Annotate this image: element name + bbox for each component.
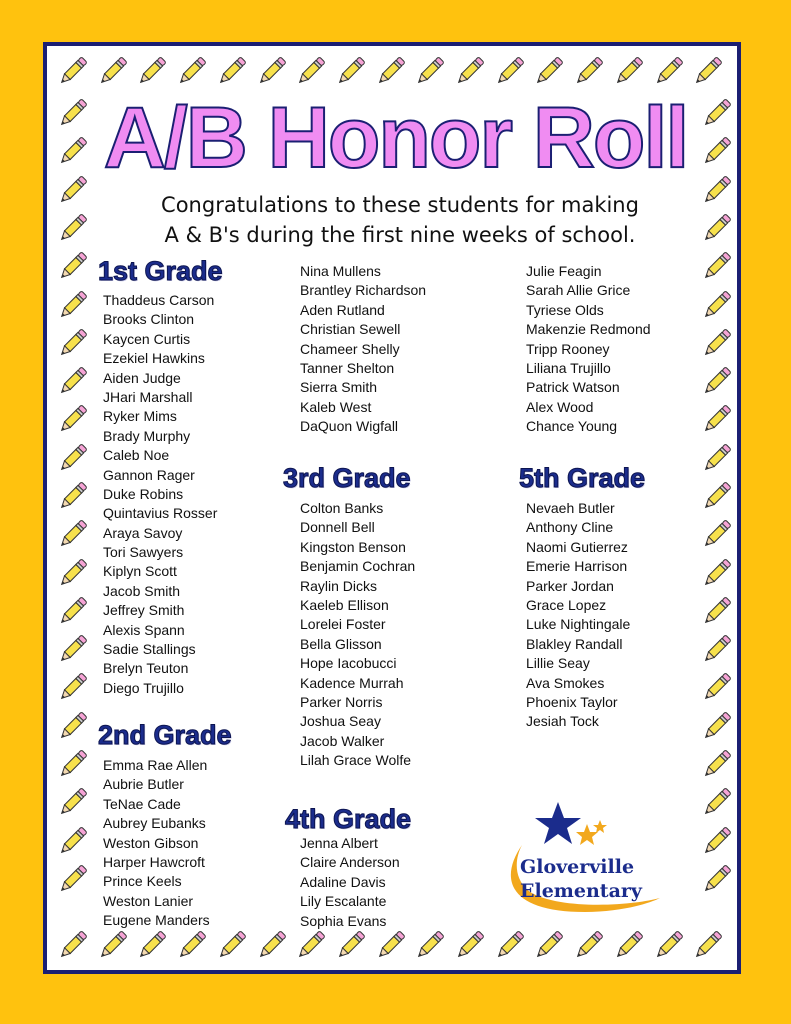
- pencil-icon: [700, 709, 734, 743]
- pencil-icon: [453, 54, 487, 88]
- student-name: Hope Iacobucci: [300, 655, 397, 672]
- pencil-icon: [135, 54, 169, 88]
- pencil-icon: [255, 928, 289, 962]
- student-name: Quintavius Rosser: [103, 505, 218, 522]
- student-name: Tripp Rooney: [526, 340, 610, 357]
- pencil-icon: [413, 928, 447, 962]
- student-name: Thaddeus Carson: [103, 292, 215, 308]
- pencil-icon: [96, 54, 130, 88]
- student-name: Kaeleb Ellison: [300, 596, 389, 613]
- pencil-icon: [56, 364, 90, 398]
- subtitle-line-2: A & B's during the first nine weeks of school.: [164, 223, 636, 247]
- student-name: Alex Wood: [526, 398, 594, 415]
- student-name: Julie Feagin: [526, 263, 602, 279]
- student-name: Sierra Smith: [300, 379, 378, 396]
- school-logo: [500, 800, 670, 920]
- student-name: Eugene Manders: [103, 912, 210, 929]
- student-name: Kingston Benson: [300, 538, 406, 555]
- student-name: Joshua Seay: [300, 713, 381, 730]
- student-name: Sadie Stallings: [103, 641, 196, 658]
- student-name: Benjamin Cochran: [300, 558, 416, 575]
- student-name: Claire Anderson: [300, 854, 400, 871]
- pencil-icon: [700, 632, 734, 666]
- student-name: Bella Glisson: [300, 635, 382, 652]
- pencil-icon: [413, 54, 447, 88]
- student-name: Tanner Shelton: [300, 359, 395, 376]
- star-icon-tiny: [593, 820, 607, 833]
- pencil-icon: [56, 709, 90, 743]
- student-name: Parker Jordan: [526, 577, 614, 594]
- student-name: Luke Nightingale: [526, 616, 631, 633]
- student-name: Ava Smokes: [526, 674, 605, 691]
- student-name: Emma Rae Allen: [103, 757, 208, 773]
- student-name: Lily Escalante: [300, 893, 387, 910]
- pencil-icon: [56, 479, 90, 513]
- student-name: Patrick Watson: [526, 379, 620, 396]
- logo-line-2: Elementary: [520, 880, 642, 902]
- student-name: Adaline Davis: [300, 873, 386, 890]
- pencil-icon: [374, 54, 408, 88]
- pencil-icon: [56, 785, 90, 819]
- pencil-icon: [135, 928, 169, 962]
- heading-5th-grade: 5th Grade: [519, 463, 646, 493]
- student-name: Lillie Seay: [526, 655, 590, 672]
- list-4th-grade-continued: [526, 262, 651, 437]
- student-name: Makenzie Redmond: [526, 321, 651, 338]
- pencil-icon: [56, 326, 90, 360]
- list-2nd-grade: [103, 756, 210, 931]
- pencil-icon: [572, 54, 606, 88]
- student-name: Alexis Spann: [103, 621, 185, 638]
- pencil-icon: [532, 54, 566, 88]
- pencil-icon: [56, 441, 90, 475]
- student-name: Anthony Cline: [526, 519, 614, 536]
- student-name: Sophia Evans: [300, 912, 387, 929]
- subtitle: [100, 190, 700, 250]
- pencil-icon: [56, 288, 90, 322]
- pencil-icon: [56, 517, 90, 551]
- pencil-icon: [56, 670, 90, 704]
- student-name: Parker Norris: [300, 693, 383, 710]
- pencil-icon: [612, 928, 646, 962]
- student-name: Donnell Bell: [300, 519, 375, 536]
- student-name: Jenna Albert: [300, 835, 378, 851]
- pencil-icon: [334, 928, 368, 962]
- pencil-icon: [700, 785, 734, 819]
- heading-3rd-grade: 3rd Grade: [283, 463, 411, 493]
- pencil-icon: [652, 54, 686, 88]
- student-name: Jesiah Tock: [526, 713, 599, 730]
- student-name: Christian Sewell: [300, 321, 401, 338]
- student-name: Duke Robins: [103, 485, 184, 502]
- student-name: Lorelei Foster: [300, 616, 386, 633]
- student-name: Harper Hawcroft: [103, 853, 205, 870]
- student-name: Jacob Smith: [103, 582, 181, 599]
- pencil-icon: [700, 594, 734, 628]
- student-name: Chameer Shelly: [300, 340, 400, 357]
- student-name: JHari Marshall: [103, 388, 193, 405]
- pencil-icon: [700, 479, 734, 513]
- pencil-icon: [700, 364, 734, 398]
- student-name: Jacob Walker: [300, 732, 385, 749]
- student-name: Jeffrey Smith: [103, 602, 185, 619]
- list-4th-grade: [300, 834, 400, 931]
- student-name: Naomi Gutierrez: [526, 538, 628, 555]
- pencil-icon: [700, 441, 734, 475]
- pencil-icon: [56, 928, 90, 962]
- heading-4th-grade: 4th Grade: [285, 804, 412, 834]
- pencil-icon: [56, 862, 90, 896]
- student-name: Chance Young: [526, 418, 618, 435]
- pencil-icon: [572, 928, 606, 962]
- pencil-icon: [700, 249, 734, 283]
- student-name: Phoenix Taylor: [526, 693, 618, 710]
- pencil-icon: [255, 54, 289, 88]
- list-2nd-grade-continued: [300, 262, 426, 437]
- list-5th-grade: [526, 499, 630, 732]
- student-name: Kiplyn Scott: [103, 563, 177, 580]
- pencil-icon: [56, 594, 90, 628]
- pencil-icon: [700, 824, 734, 858]
- student-name: Grace Lopez: [526, 596, 607, 613]
- student-name: Kadence Murrah: [300, 674, 404, 691]
- student-name: Blakley Randall: [526, 635, 623, 652]
- heading-2nd-grade: 2nd Grade: [98, 720, 232, 750]
- student-name: Liliana Trujillo: [526, 359, 611, 376]
- pencil-icon: [691, 928, 725, 962]
- pencil-icon: [532, 928, 566, 962]
- pencil-icon: [700, 556, 734, 590]
- student-name: Emerie Harrison: [526, 558, 628, 575]
- pencil-icon: [374, 928, 408, 962]
- heading-1st-grade: 1st Grade: [98, 256, 223, 286]
- pencil-icon: [294, 54, 328, 88]
- pencil-icon: [334, 54, 368, 88]
- student-name: Lilah Grace Wolfe: [300, 752, 412, 769]
- pencil-icon: [700, 402, 734, 436]
- pencil-icon: [493, 928, 527, 962]
- student-name: TeNae Cade: [103, 795, 181, 812]
- star-icon: [535, 802, 581, 844]
- student-name: Brady Murphy: [103, 427, 191, 444]
- student-name: Aubrie Butler: [103, 776, 184, 793]
- student-name: Nina Mullens: [300, 263, 381, 279]
- pencil-icon: [175, 928, 209, 962]
- subtitle-line-1: Congratulations to these students for making: [161, 193, 639, 217]
- student-name: Kaycen Curtis: [103, 330, 191, 347]
- list-3rd-grade: [300, 499, 415, 770]
- pencil-icon: [700, 670, 734, 704]
- student-name: Ezekiel Hawkins: [103, 350, 205, 367]
- pencil-icon: [453, 928, 487, 962]
- student-name: Brooks Clinton: [103, 311, 195, 328]
- page-title: A/B Honor Roll: [103, 90, 688, 186]
- pencil-icon: [700, 747, 734, 781]
- student-name: Weston Lanier: [103, 892, 194, 909]
- pencil-icon: [56, 211, 90, 245]
- pencil-icon: [56, 402, 90, 436]
- pencil-icon: [56, 747, 90, 781]
- student-name: Colton Banks: [300, 500, 384, 516]
- student-name: Aden Rutland: [300, 301, 385, 318]
- student-name: Weston Gibson: [103, 834, 199, 851]
- pencil-icon: [612, 54, 646, 88]
- student-name: Diego Trujillo: [103, 679, 184, 696]
- student-name: Tyriese Olds: [526, 301, 604, 318]
- student-name: Aubrey Eubanks: [103, 815, 206, 832]
- logo-line-1: Gloverville: [520, 856, 635, 878]
- student-name: Sarah Allie Grice: [526, 282, 631, 299]
- student-name: Raylin Dicks: [300, 577, 378, 594]
- pencil-icon: [700, 211, 734, 245]
- star-icon-small: [576, 824, 598, 845]
- pencil-icon: [294, 928, 328, 962]
- pencil-icon: [493, 54, 527, 88]
- student-name: Caleb Noe: [103, 447, 170, 464]
- student-name: Gannon Rager: [103, 466, 195, 483]
- student-name: DaQuon Wigfall: [300, 418, 399, 435]
- list-1st-grade: [103, 291, 217, 698]
- student-name: Ryker Mims: [103, 408, 177, 425]
- pencil-icon: [56, 556, 90, 590]
- pencil-icon: [56, 249, 90, 283]
- pencil-icon: [700, 288, 734, 322]
- student-name: Araya Savoy: [103, 524, 183, 541]
- pencil-icon: [700, 862, 734, 896]
- pencil-icon: [56, 54, 90, 88]
- student-name: Brelyn Teuton: [103, 660, 189, 677]
- pencil-icon: [691, 54, 725, 88]
- pencil-icon: [96, 928, 130, 962]
- pencil-icon: [215, 54, 249, 88]
- student-name: Nevaeh Butler: [526, 500, 615, 516]
- student-name: Kaleb West: [300, 398, 372, 415]
- pencil-icon: [700, 326, 734, 360]
- pencil-icon: [56, 824, 90, 858]
- student-name: Brantley Richardson: [300, 282, 427, 299]
- pencil-icon: [215, 928, 249, 962]
- pencil-icon: [56, 632, 90, 666]
- pencil-icon: [175, 54, 209, 88]
- student-name: Aiden Judge: [103, 369, 181, 386]
- pencil-icon: [652, 928, 686, 962]
- student-name: Tori Sawyers: [103, 544, 184, 561]
- student-name: Prince Keels: [103, 873, 182, 890]
- pencil-icon: [700, 517, 734, 551]
